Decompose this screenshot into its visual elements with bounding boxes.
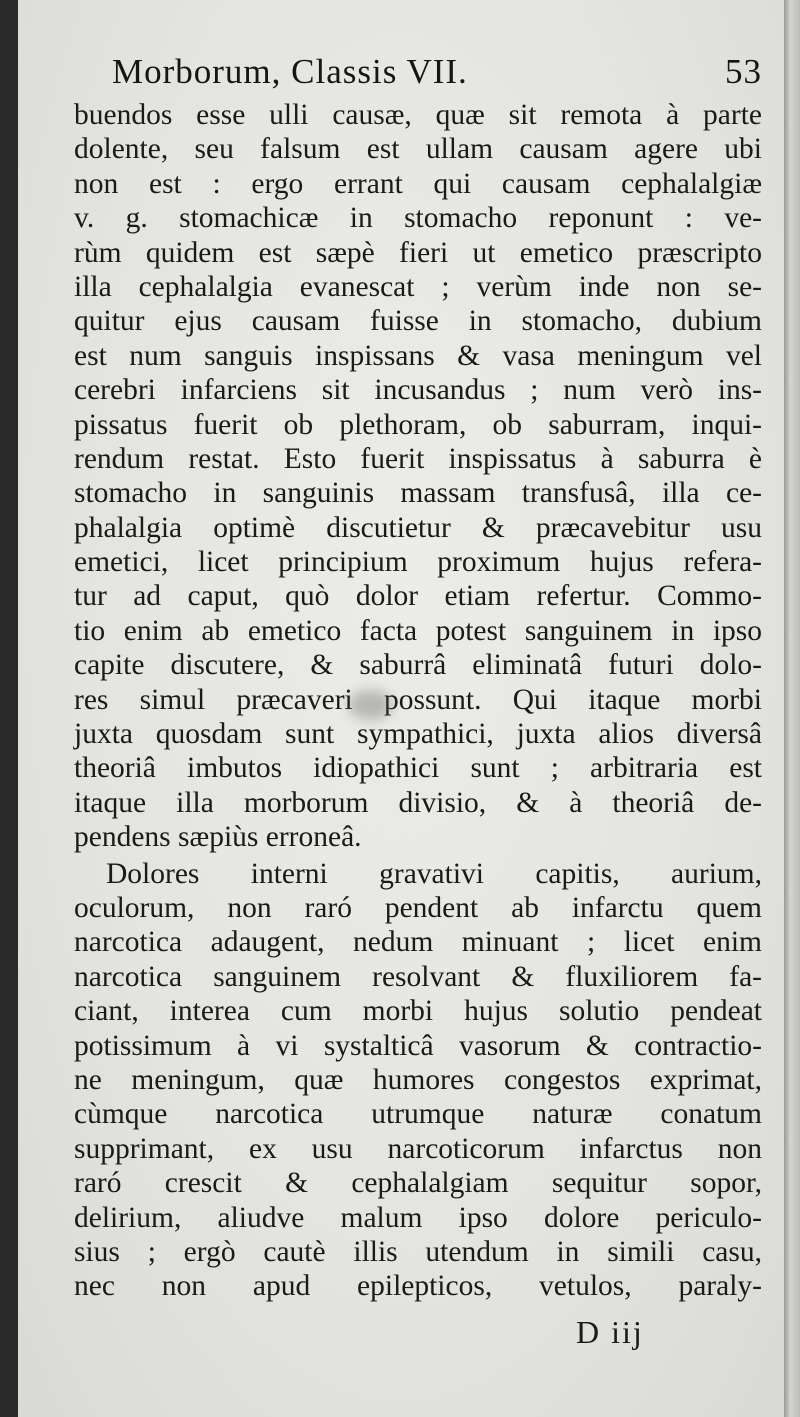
text-line: narcotica adaugent, nedum minuant ; licet enim: [74, 926, 762, 959]
text-line: res simul præcaveri possunt. Qui itaque morbi: [74, 683, 762, 716]
text-line: nec non apud epilepticos, vetulos, paraly-: [74, 1270, 762, 1303]
paragraph-1: [74, 98, 762, 855]
text-line: est num sanguis inspissans & vasa meningum vel: [74, 339, 762, 372]
text-line: illa cephalalgia evanescat ; verùm inde non se-: [74, 270, 762, 303]
text-line: Dolores interni gravativi capitis, aurium,: [106, 857, 762, 890]
text-line: buendos esse ulli causæ, quæ sit remota à parte: [74, 99, 762, 131]
text-line: v. g. stomachicæ in stomacho reponunt : ve-: [74, 202, 762, 235]
signature-mark: D iij: [576, 1314, 644, 1350]
text-line: stomacho in sanguinis massam transfusâ, illa ce-: [74, 477, 762, 510]
text-line: oculorum, non raró pendent ab infarctu quem: [74, 891, 762, 924]
text-line: tur ad caput, quò dolor etiam refertur. Commo-: [74, 580, 762, 613]
text-line: emetici, licet principium proximum hujus refera-: [74, 546, 762, 579]
book-page: [18, 0, 784, 1417]
text-line: rùm quidem est sæpè fieri ut emetico præscripto: [74, 236, 762, 269]
text-line: capite discutere, & saburrâ eliminatâ futuri dolo-: [74, 649, 762, 682]
text-line: quitur ejus causam fuisse in stomacho, dubium: [74, 305, 762, 338]
text-line: tio enim ab emetico facta potest sanguinem in ipso: [74, 614, 762, 647]
text-line: narcotica sanguinem resolvant & fluxiliorem fa-: [74, 960, 762, 993]
text-line: non est : ergo errant qui causam cephalalgiæ: [74, 167, 762, 200]
body-text: [74, 98, 762, 1304]
text-line: supprimant, ex usu narcoticorum infarctus non: [74, 1132, 762, 1165]
text-line: rendum restat. Esto fuerit inspissatus à saburra è: [74, 442, 762, 475]
text-line: cerebri infarciens sit incusandus ; num verò ins-: [74, 374, 762, 407]
running-head: [112, 52, 762, 96]
text-line: juxta quosdam sunt sympathici, juxta alios diversâ: [74, 718, 762, 751]
text-line: phalalgia optimè discutietur & præcavebitur usu: [74, 511, 762, 544]
text-line: dolente, seu falsum est ullam causam agere ubi: [74, 133, 762, 166]
text-line: ciant, interea cum morbi hujus solutio pendeat: [74, 995, 762, 1028]
text-line: ne meningum, quæ humores congestos exprimat,: [74, 1063, 762, 1096]
text-line: raró crescit & cephalalgiam sequitur sopor,: [74, 1167, 762, 1200]
text-line: cùmque narcotica utrumque naturæ conatum: [74, 1098, 762, 1131]
page-number: 53: [725, 52, 762, 91]
text-line: pendens sæpiùs erroneâ.: [74, 821, 362, 854]
text-line: pissatus fuerit ob plethoram, ob saburram, inqui-: [74, 408, 762, 441]
text-line: itaque illa morborum divisio, & à theoriâ de-: [74, 786, 762, 819]
paragraph-2: [74, 857, 762, 1304]
text-line: delirium, aliudve malum ipso dolore periculo-: [74, 1201, 762, 1234]
page-edge: [784, 0, 800, 1417]
text-line: potissimum à vi systalticâ vasorum & contractio-: [74, 1029, 762, 1062]
running-title: Morborum, Classis VII.: [112, 52, 468, 91]
text-line: theoriâ imbutos idiopathici sunt ; arbitraria est: [74, 752, 762, 785]
text-line: sius ; ergò cautè illis utendum in simili casu,: [74, 1235, 762, 1268]
